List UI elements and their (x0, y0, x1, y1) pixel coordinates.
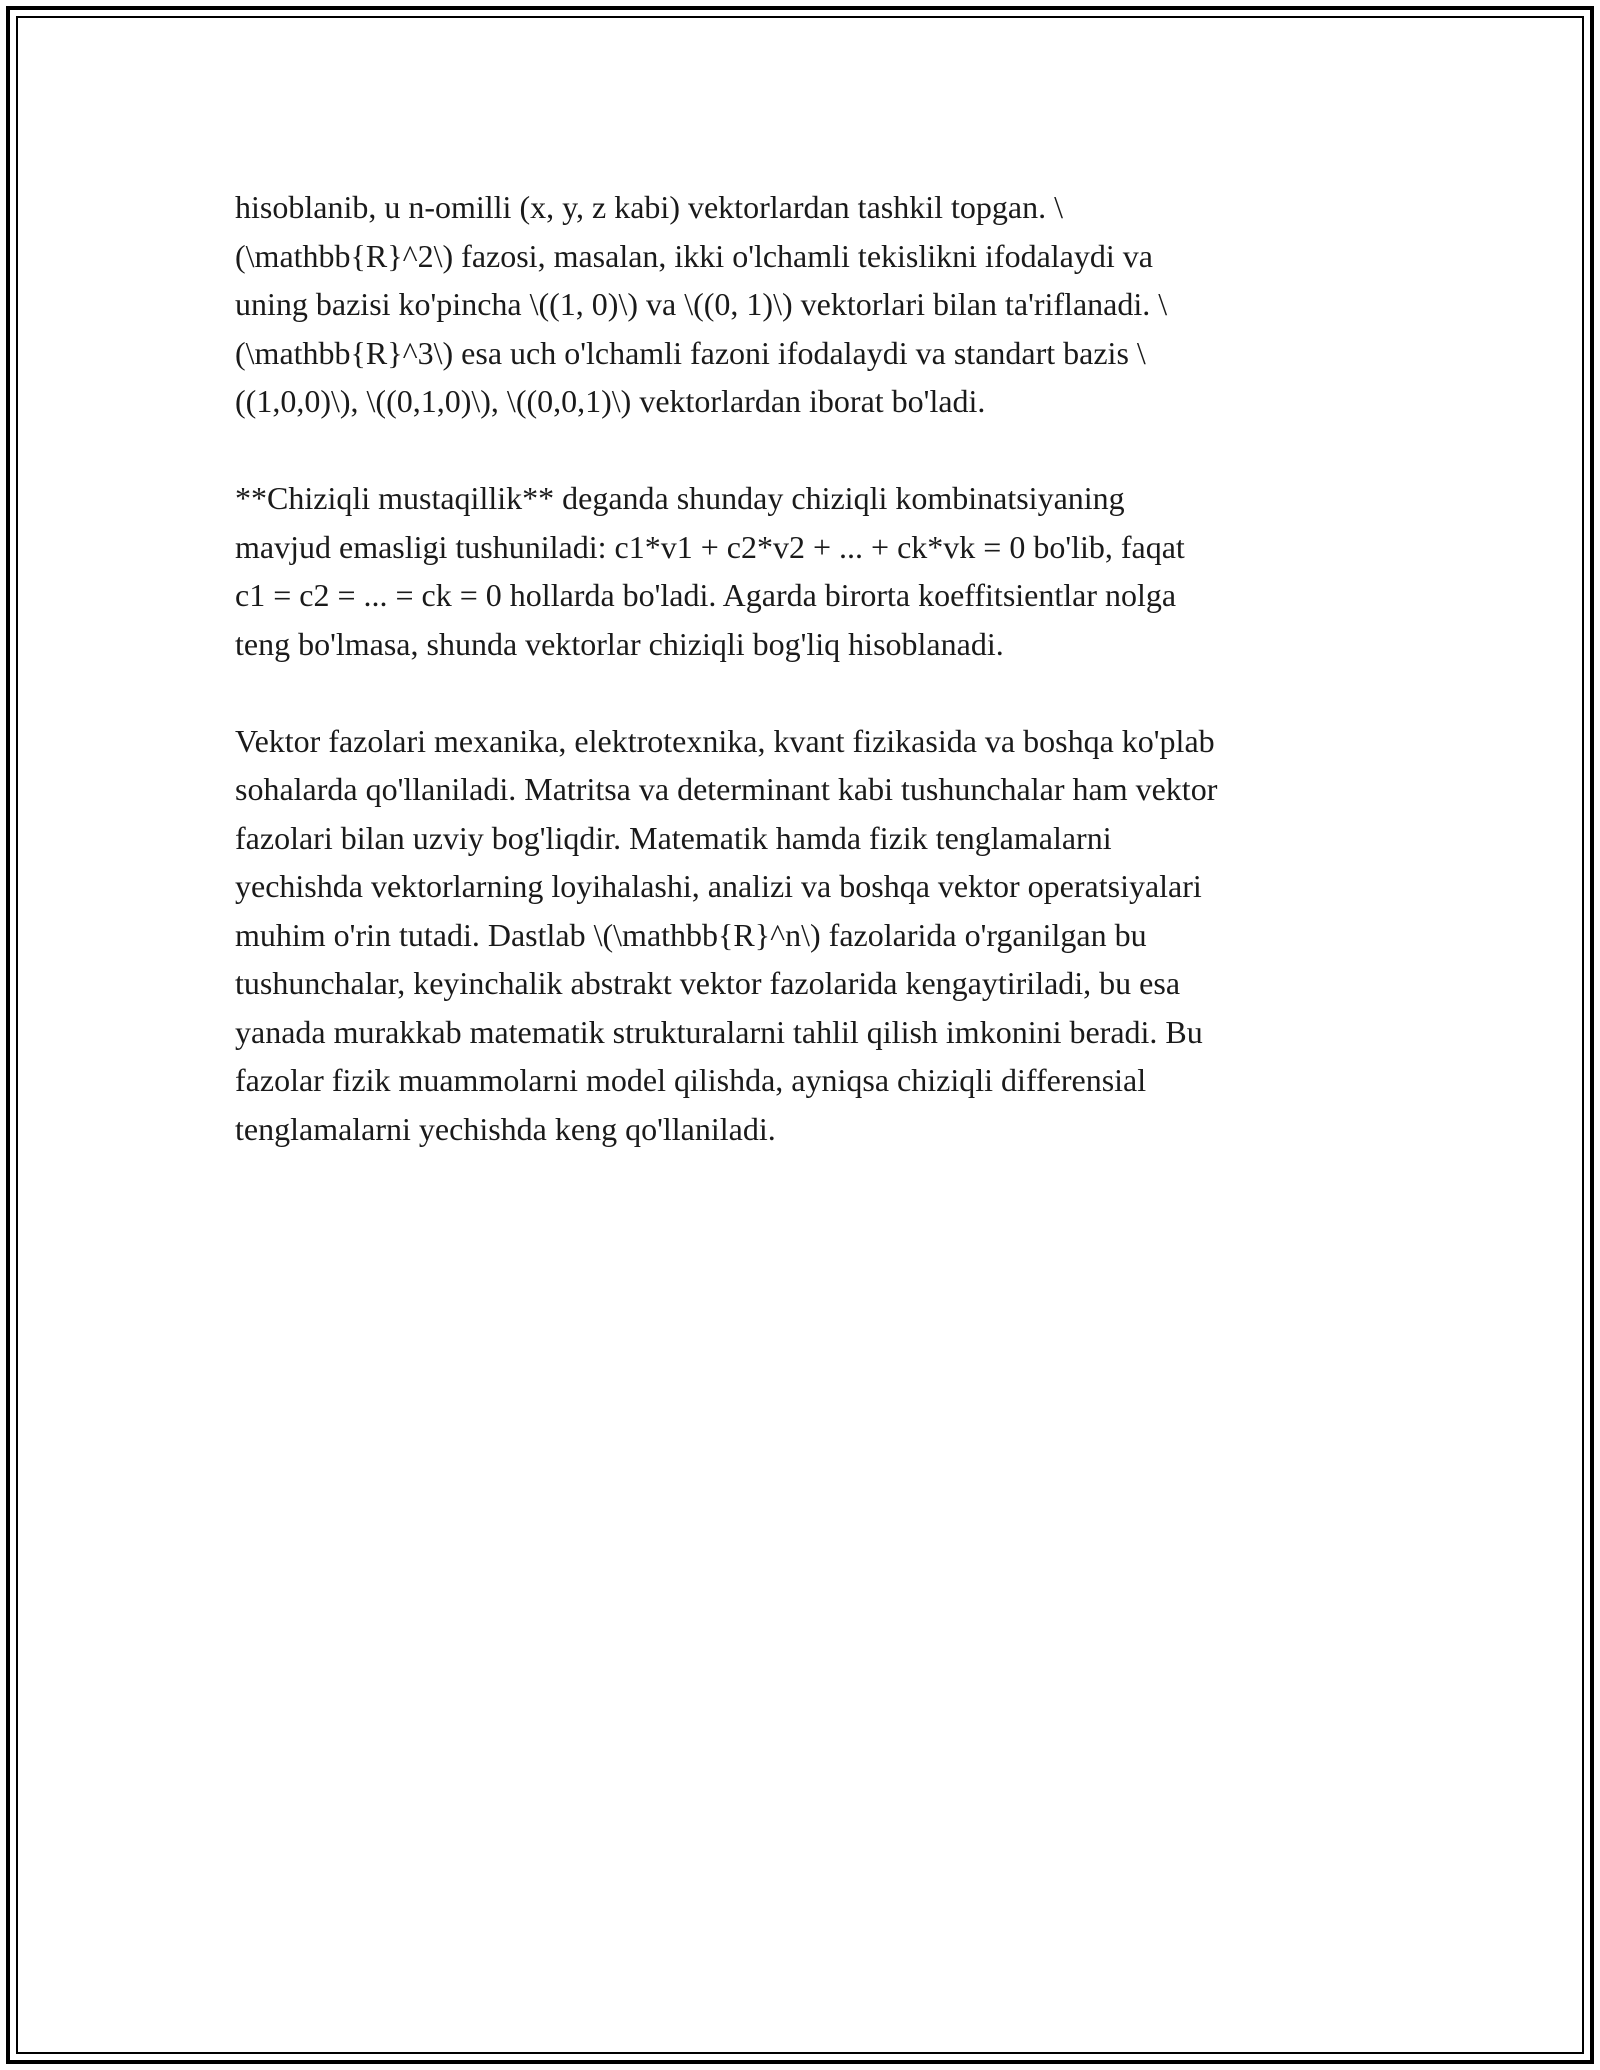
text-line: hisoblanib, u n-omilli (x, y, z kabi) vektorlardan tashkil topgan. \ (235, 189, 1063, 225)
text-line: uning bazisi ko'pincha \((1, 0)\) va \((0, 1)\) vektorlari bilan ta'riflanadi. \ (235, 286, 1168, 322)
text-line: tenglamalarni yechishda keng qo'llaniladi. (235, 1110, 776, 1147)
text-line: Vektor fazolari mexanika, elektrotexnika, kvant fizikasida va boshqa ko'plab (235, 722, 1215, 759)
text-line: fazolar fizik muammolarni model qilishda, ayniqsa chiziqli differensial (235, 1062, 1147, 1098)
text-line: muhim o'rin tutadi. Dastlab \(\mathbb{R}^n\) fazolarida o'rganilgan bu (235, 916, 1147, 953)
text-line: sohalarda qo'llaniladi. Matritsa va determinant kabi tushunchalar ham vektor (235, 771, 1218, 807)
paragraph-applications (235, 717, 1385, 1154)
text-line: teng bo'lmasa, shunda vektorlar chiziqli bog'liq hisoblanadi. (235, 625, 1004, 662)
text-line: ((1,0,0)\), \((0,1,0)\), \((0,0,1)\) vektorlardan iborat bo'ladi. (235, 383, 986, 419)
text-line: **Chiziqli mustaqillik** deganda shunday chiziqli kombinatsiyaning (235, 480, 1125, 516)
paragraph-vector-spaces-rn (235, 183, 1385, 426)
document-body (235, 183, 1385, 1202)
text-line: (\mathbb{R}^3\) esa uch o'lchamli fazoni ifodalaydi va standart bazis \ (235, 334, 1146, 371)
paragraph-linear-independence (235, 474, 1385, 668)
text-line: mavjud emasligi tushuniladi: c1*v1 + c2*v2 + ... + ck*vk = 0 bo'lib, faqat (235, 528, 1185, 565)
text-line: yechishda vektorlarning loyihalashi, analizi va boshqa vektor operatsiyalari (235, 868, 1202, 904)
text-line: tushunchalar, keyinchalik abstrakt vektor fazolarida kengaytiriladi, bu esa (235, 965, 1181, 1001)
text-line: c1 = c2 = ... = ck = 0 hollarda bo'ladi. Agarda birorta koeffitsientlar nolga (235, 577, 1177, 613)
text-line: yanada murakkab matematik strukturalarni tahlil qilish imkonini beradi. Bu (235, 1013, 1203, 1050)
text-line: (\mathbb{R}^2\) fazosi, masalan, ikki o'lchamli tekislikni ifodalaydi va (235, 237, 1153, 274)
text-line: fazolari bilan uzviy bog'liqdir. Matematik hamda fizik tenglamalarni (235, 819, 1112, 856)
